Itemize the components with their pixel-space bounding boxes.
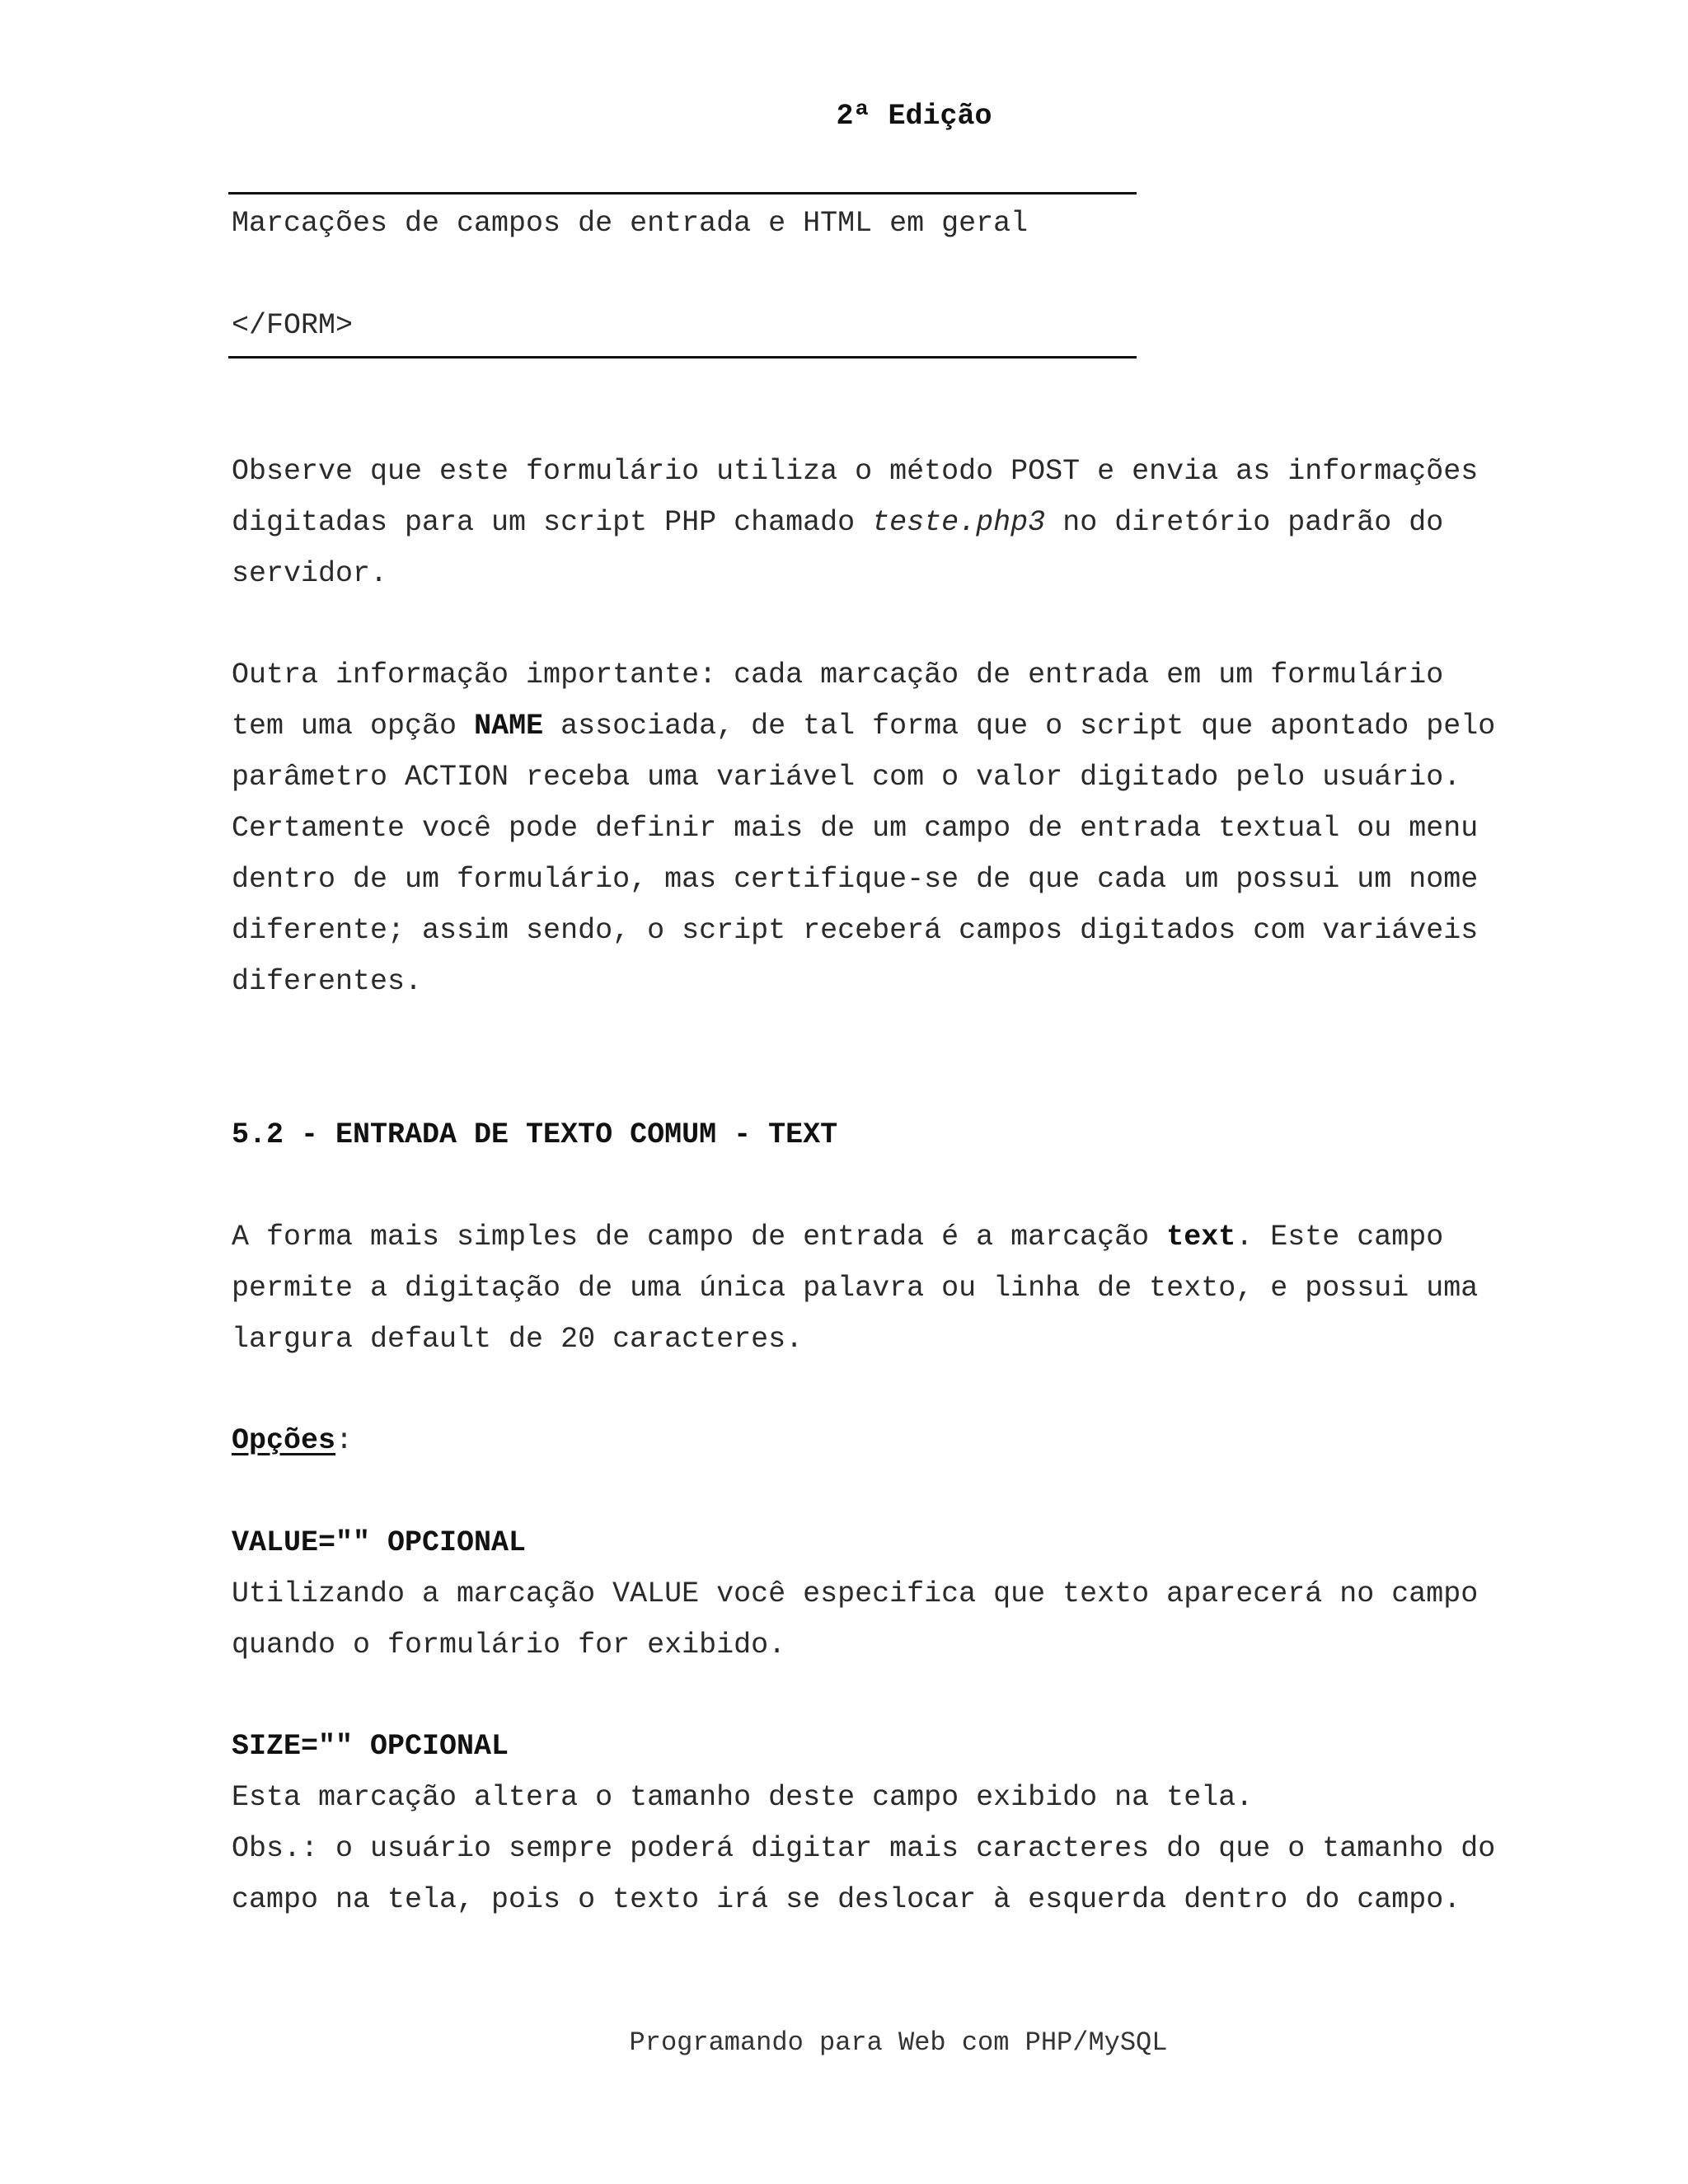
name-keyword: NAME xyxy=(474,710,544,743)
text-line: Certamente você pode definir mais de um campo de entrada textual ou menu xyxy=(232,812,1479,845)
size-option-block xyxy=(232,1721,1550,1925)
text-line: parâmetro ACTION receba uma variável com o valor digitado pelo usuário. xyxy=(232,761,1461,794)
section-title: 5.2 - ENTRADA DE TEXTO COMUM - TEXT xyxy=(232,1118,838,1151)
code-line: </FORM> xyxy=(232,309,354,342)
paragraph-text-field xyxy=(232,1212,1550,1365)
code-line: Marcações de campos de entrada e HTML em geral xyxy=(232,207,1029,240)
page-footer: Programando para Web com PHP/MySQL xyxy=(629,2027,1168,2058)
options-heading: Opções xyxy=(232,1424,336,1457)
options-label xyxy=(232,1415,1550,1466)
text-keyword: text xyxy=(1166,1221,1236,1254)
text-line: Outra informação importante: cada marcação de entrada em um formulário xyxy=(232,658,1444,691)
value-option-block xyxy=(232,1517,1550,1671)
code-block xyxy=(228,192,1137,359)
text-line: Opções: xyxy=(232,1424,354,1457)
size-option-heading: SIZE="" OPCIONAL xyxy=(232,1730,509,1763)
text-line: largura default de 20 caracteres. xyxy=(232,1323,804,1356)
value-option-heading: VALUE="" OPCIONAL xyxy=(232,1526,527,1559)
text-line: Utilizando a marcação VALUE você especifica que texto aparecerá no campo xyxy=(232,1577,1479,1610)
text-line: digitadas para um script PHP chamado teste.php3 no diretório padrão do xyxy=(232,506,1444,539)
text-line: diferente; assim sendo, o script receberá campos digitados com variáveis xyxy=(232,914,1479,947)
text-line: diferentes. xyxy=(232,965,423,998)
text-line: A forma mais simples de campo de entrada é a marcação text. Este campo xyxy=(232,1221,1444,1254)
text-line: dentro de um formulário, mas certifique-se de que cada um possui um nome xyxy=(232,863,1479,896)
page-header-title: 2ª Edição xyxy=(836,100,992,133)
text-line: permite a digitação de uma única palavra ou linha de texto, e possui uma xyxy=(232,1272,1479,1305)
script-filename: teste.php3 xyxy=(872,506,1046,539)
paragraph-name-option xyxy=(232,649,1550,1007)
text-line: Esta marcação altera o tamanho deste campo exibido na tela. xyxy=(232,1781,1254,1814)
section-heading xyxy=(232,1109,1550,1160)
text-line: quando o formulário for exibido. xyxy=(232,1629,786,1661)
text-line: Obs.: o usuário sempre poderá digitar mais caracteres do que o tamanho do xyxy=(232,1832,1496,1865)
text-line: campo na tela, pois o texto irá se deslocar à esquerda dentro do campo. xyxy=(232,1883,1461,1916)
text-line: servidor. xyxy=(232,557,388,590)
paragraph-post-method xyxy=(232,446,1550,599)
text-line: tem uma opção NAME associada, de tal forma que o script que apontado pelo xyxy=(232,710,1496,743)
text-line: Observe que este formulário utiliza o método POST e envia as informações xyxy=(232,455,1479,488)
